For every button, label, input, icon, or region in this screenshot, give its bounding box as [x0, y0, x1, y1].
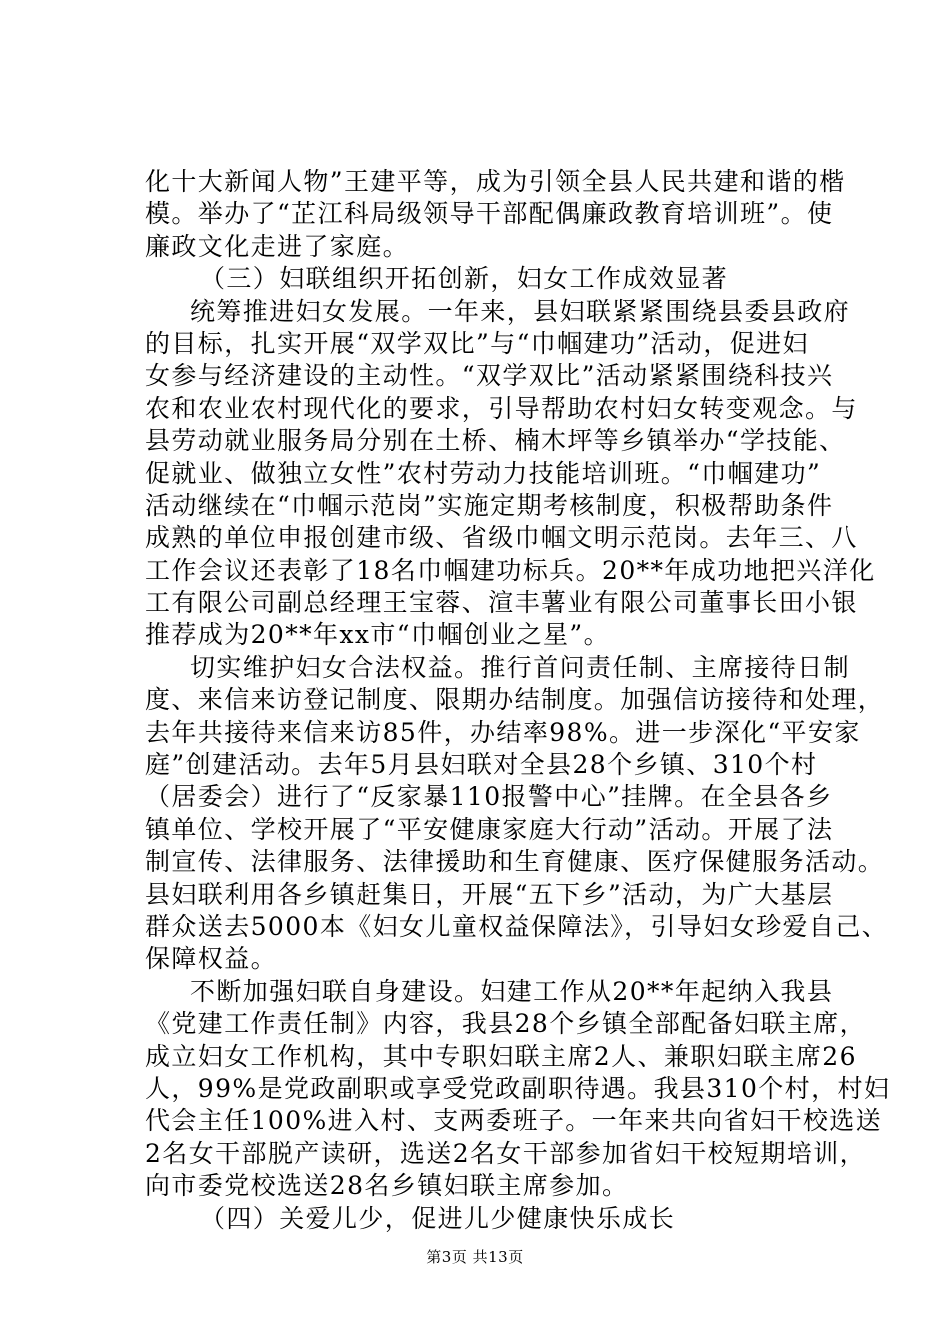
- body-text-line: 工作会议还表彰了18名巾帼建功标兵。20**年成功地把兴洋化: [145, 555, 876, 585]
- body-text-line: 《党建工作责任制》内容，我县28个乡镇全部配备妇联主席，: [145, 1009, 867, 1039]
- paragraph-first-line: 统筹推进妇女发展。一年来，县妇联紧紧围绕县委县政府: [190, 296, 851, 326]
- body-text-line: 庭”创建活动。去年5月县妇联对全县28个乡镇、310个村: [145, 750, 818, 780]
- body-text-line: 化十大新闻人物”王建平等，成为引领全县人民共建和谐的楷: [145, 167, 846, 196]
- body-text-line: 模。举办了“芷江科局级领导干部配偶廉政教育培训班”。使: [145, 199, 834, 229]
- body-text-line: 成熟的单位申报创建市级、省级巾帼文明示范岗。去年三、八: [145, 523, 858, 553]
- body-text-line: 工有限公司副总经理王宝蓉、渲丰薯业有限公司董事长田小银: [145, 588, 858, 618]
- body-text-line: 群众送去5000本《妇女儿童权益保障法》，引导妇女珍爱自己、: [145, 911, 889, 941]
- document-body: [145, 166, 891, 1235]
- body-text-line: 的目标，扎实开展“双学双比”与“巾帼建功”活动，促进妇: [145, 328, 809, 358]
- body-text-line: 保障权益。: [145, 944, 278, 974]
- section-heading: （四）关爱儿少，促进儿少健康快乐成长: [200, 1203, 676, 1233]
- paragraph-first-line: 不断加强妇联自身建设。妇建工作从20**年起纳入我县: [190, 976, 834, 1006]
- body-text-line: 廉政文化走进了家庭。: [145, 231, 410, 261]
- body-text-line: 农和农业农村现代化的要求，引导帮助农村妇女转变观念。与: [145, 393, 858, 423]
- body-text-line: （居委会）进行了“反家暴110报警中心”挂牌。在全县各乡: [145, 782, 833, 812]
- body-text-line: 推荐成为20**年xx市“巾帼创业之星”。: [145, 620, 610, 650]
- section-heading: （三）妇联组织开拓创新，妇女工作成效显著: [200, 264, 729, 294]
- body-text-line: 促就业、做独立女性”农村劳动力技能培训班。“巾帼建功”: [145, 458, 822, 488]
- body-text-line: 代会主任100%进入村、支两委班子。一年来共向省妇干校选送: [145, 1106, 883, 1136]
- body-text-line: 2名女干部脱产读研，选送2名女干部参加省妇干校短期培训，: [145, 1138, 867, 1168]
- body-text-line: 去年共接待来信来访85件，办结率98%。进一步深化“平安家: [145, 717, 861, 747]
- paragraph-first-line: 切实维护妇女合法权益。推行首问责任制、主席接待日制: [190, 652, 851, 682]
- body-text-line: 度、来信来访登记制度、限期办结制度。加强信访接待和处理，: [145, 685, 885, 715]
- body-text-line: 活动继续在“巾帼示范岗”实施定期考核制度，积极帮助条件: [145, 490, 834, 520]
- body-text-line: 成立妇女工作机构，其中专职妇联主席2人、兼职妇联主席26: [145, 1041, 857, 1071]
- body-text-line: 制宣传、法律服务、法律援助和生育健康、医疗保健服务活动。: [145, 847, 885, 877]
- page-number-footer: 第3页 共13页: [426, 1248, 524, 1266]
- body-text-line: 女参与经济建设的主动性。“双学双比”活动紧紧围绕科技兴: [145, 361, 834, 391]
- body-text-line: 县妇联利用各乡镇赶集日，开展“五下乡”活动，为广大基层: [145, 879, 834, 909]
- body-text-line: 镇单位、学校开展了“平安健康家庭大行动”活动。开展了法: [145, 814, 834, 844]
- body-text-line: 县劳动就业服务局分别在土桥、楠木坪等乡镇举办“学技能、: [145, 426, 846, 456]
- body-text-line: 人，99%是党政副职或享受党政副职待遇。我县310个村，村妇: [145, 1073, 891, 1103]
- body-text-line: 向市委党校选送28名乡镇妇联主席参加。: [145, 1171, 629, 1201]
